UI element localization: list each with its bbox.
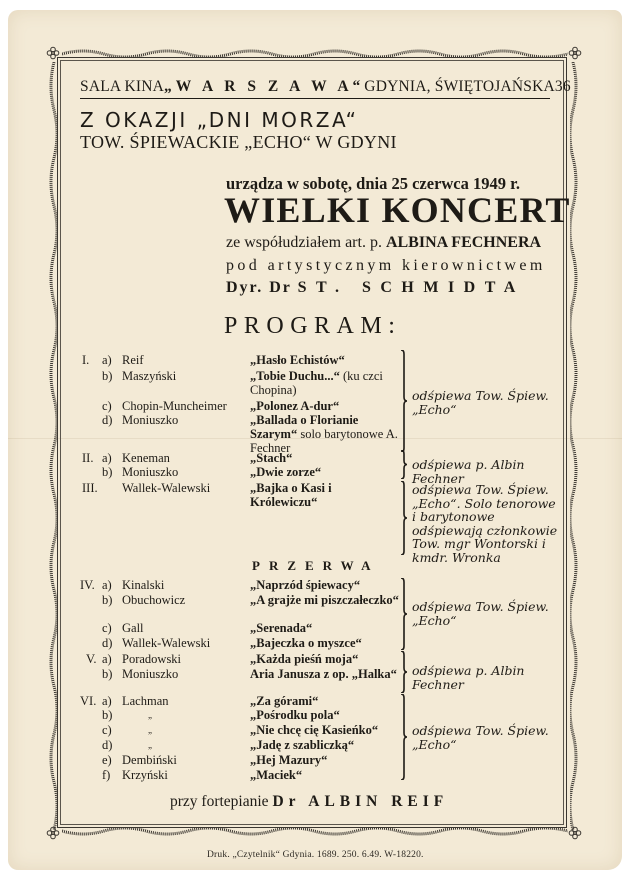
brace-icon	[400, 694, 408, 780]
direction-line: pod artystycznym kierownictwem	[226, 257, 546, 274]
work-title: „Naprzód śpiewacy“	[250, 578, 361, 592]
item-letter: a)	[102, 578, 112, 592]
part-numeral: II.	[82, 451, 94, 465]
director-name: ST. SCHMIDTA	[297, 279, 525, 296]
item-letter: b)	[102, 465, 113, 479]
part-numeral: V.	[86, 652, 97, 666]
border-wave-right	[570, 62, 580, 830]
brace-icon	[400, 481, 408, 555]
performer-note: odśpiewa Tow. Śpiew. „Echo“. Solo tenorowe i barytonowe odśpiewają członkowie Tow. mgr Wontorski i kmdr. Wronka	[412, 482, 558, 565]
item-letter: a)	[102, 694, 112, 708]
composer-name: Chopin-Muncheimer	[122, 399, 227, 413]
work-title: „Maciek“	[250, 768, 303, 782]
border-wave-left	[47, 62, 57, 830]
item-letter: b)	[102, 667, 113, 681]
program-heading: PROGRAM:	[224, 313, 402, 339]
composer-name: Moniuszko	[122, 667, 179, 681]
work-title: „Bajka o Kasi i Królewiczu“	[250, 481, 332, 509]
part-numeral: III.	[82, 481, 98, 495]
item-letter: a)	[102, 451, 112, 465]
date-line: urządza w sobotę, dnia 25 czerwca 1949 r.	[226, 174, 521, 193]
item-letter: b)	[102, 593, 113, 607]
composer-name: Obuchowicz	[122, 593, 186, 607]
composer-name: „	[148, 710, 152, 720]
corner-rosette-icon	[568, 46, 582, 60]
part-numeral: IV.	[80, 578, 95, 592]
item-letter: c)	[102, 723, 112, 737]
composer-name: Poradowski	[122, 652, 182, 666]
work-title: „Hasło Echistów“	[250, 353, 345, 367]
item-letter: f)	[102, 768, 111, 782]
venue-line	[80, 78, 571, 99]
item-letter: b)	[102, 369, 113, 383]
item-letter: d)	[102, 413, 113, 427]
composer-name: „	[148, 725, 152, 735]
item-letter: b)	[102, 708, 113, 722]
work-title: „Polonez A-dur“	[250, 399, 340, 413]
composer-name: Lachman	[122, 694, 169, 708]
item-letter: e)	[102, 753, 112, 767]
item-letter: a)	[102, 652, 112, 666]
work-title: „Stach“	[250, 451, 293, 465]
composer-name: Reif	[122, 353, 144, 367]
work-note: (ku czci Chopina)	[250, 369, 383, 397]
item-letter: d)	[102, 738, 113, 752]
part-numeral: VI.	[80, 694, 97, 708]
work-title: „Tobie Duchu...“ (ku czci Chopina)	[250, 369, 383, 397]
work-note: solo barytonowe A. Fechner	[250, 427, 398, 455]
guest-name: ALBINA FECHNERA	[385, 234, 542, 251]
border-wave-bottom	[62, 828, 568, 838]
performer-note: odśpiewa Tow. Śpiew. „Echo“	[412, 388, 549, 417]
society-line: TOW. ŚPIEWACKIE „ECHO“ W GDYNI	[80, 132, 397, 152]
brace-icon	[400, 578, 408, 650]
composer-name: Gall	[122, 621, 144, 635]
composer-name: Wallek-Walewski	[122, 481, 211, 495]
work-title: „Jadę z szabliczką“	[250, 738, 355, 752]
director-prefix: Dyr. Dr	[226, 279, 292, 296]
guest-prefix: ze współudziałem art. p.	[226, 234, 382, 251]
work-title: Aria Janusza z op. „Halka“	[250, 667, 397, 681]
venue-prefix: SALA KINA	[80, 78, 165, 95]
item-letter: d)	[102, 636, 113, 650]
composer-name: Dembiński	[122, 753, 177, 767]
pianist-name: Dr ALBIN REIF	[272, 793, 449, 810]
composer-name: Maszyński	[122, 369, 177, 383]
item-letter: a)	[102, 353, 112, 367]
piano-line	[170, 793, 448, 811]
intermission-label: PRZERWA	[252, 558, 380, 573]
printer-imprint: Druk. „Czytelnik“ Gdynia. 1689. 250. 6.49. W-18220.	[207, 850, 424, 860]
composer-name: Moniuszko	[122, 413, 179, 427]
corner-rosette-icon	[46, 46, 60, 60]
part-numeral: I.	[82, 353, 90, 367]
work-title: „Bajeczka o myszce“	[250, 636, 362, 650]
work-title: „Każda pieśń moja“	[250, 652, 359, 666]
corner-rosette-icon	[568, 826, 582, 840]
venue-name: „W A R S Z A W A“	[164, 78, 365, 95]
item-letter: c)	[102, 621, 112, 635]
composer-name: Wallek-Walewski	[122, 636, 211, 650]
performer-note: odśpiewa p. Albin Fechner	[412, 457, 525, 486]
performer-note: odśpiewa p. Albin Fechner	[412, 663, 525, 692]
work-title: „A grajże mi piszczałeczko“	[250, 593, 399, 607]
composer-name: Kinalski	[122, 578, 165, 592]
item-letter: c)	[102, 399, 112, 413]
brace-icon	[400, 450, 408, 479]
performer-note: odśpiewa Tow. Śpiew. „Echo“	[412, 599, 549, 628]
performer-note: odśpiewa Tow. Śpiew. „Echo“	[412, 723, 549, 752]
work-title: „Ballada o Florianie Szarym“ solo barytonowe A. Fechner	[250, 413, 398, 455]
work-title: „Dwie zorze“	[250, 465, 322, 479]
work-title: „Serenada“	[250, 621, 313, 635]
composer-name: Keneman	[122, 451, 170, 465]
corner-rosette-icon	[46, 826, 60, 840]
work-title: „Hej Mazury“	[250, 753, 328, 767]
work-title: „Za górami“	[250, 694, 319, 708]
guest-line	[226, 234, 541, 252]
concert-title: WIELKI KONCERT	[224, 190, 571, 230]
composer-name: Krzyński	[122, 768, 168, 782]
director-line	[226, 279, 525, 297]
border-wave-top	[62, 47, 568, 57]
work-title: „Nie chcę cię Kasieńko“	[250, 723, 379, 737]
venue-address: GDYNIA, ŚWIĘTOJAŃSKA	[364, 78, 555, 95]
occasion-line: Z OKAZJI „DNI MORZA“	[80, 108, 359, 132]
piano-prefix: przy fortepianie	[170, 793, 269, 810]
brace-icon	[400, 651, 408, 693]
composer-name: Moniuszko	[122, 465, 179, 479]
brace-icon	[400, 350, 408, 452]
work-title: „Pośrodku pola“	[250, 708, 340, 722]
composer-name: „	[148, 740, 152, 750]
venue-number: 36	[554, 78, 571, 95]
